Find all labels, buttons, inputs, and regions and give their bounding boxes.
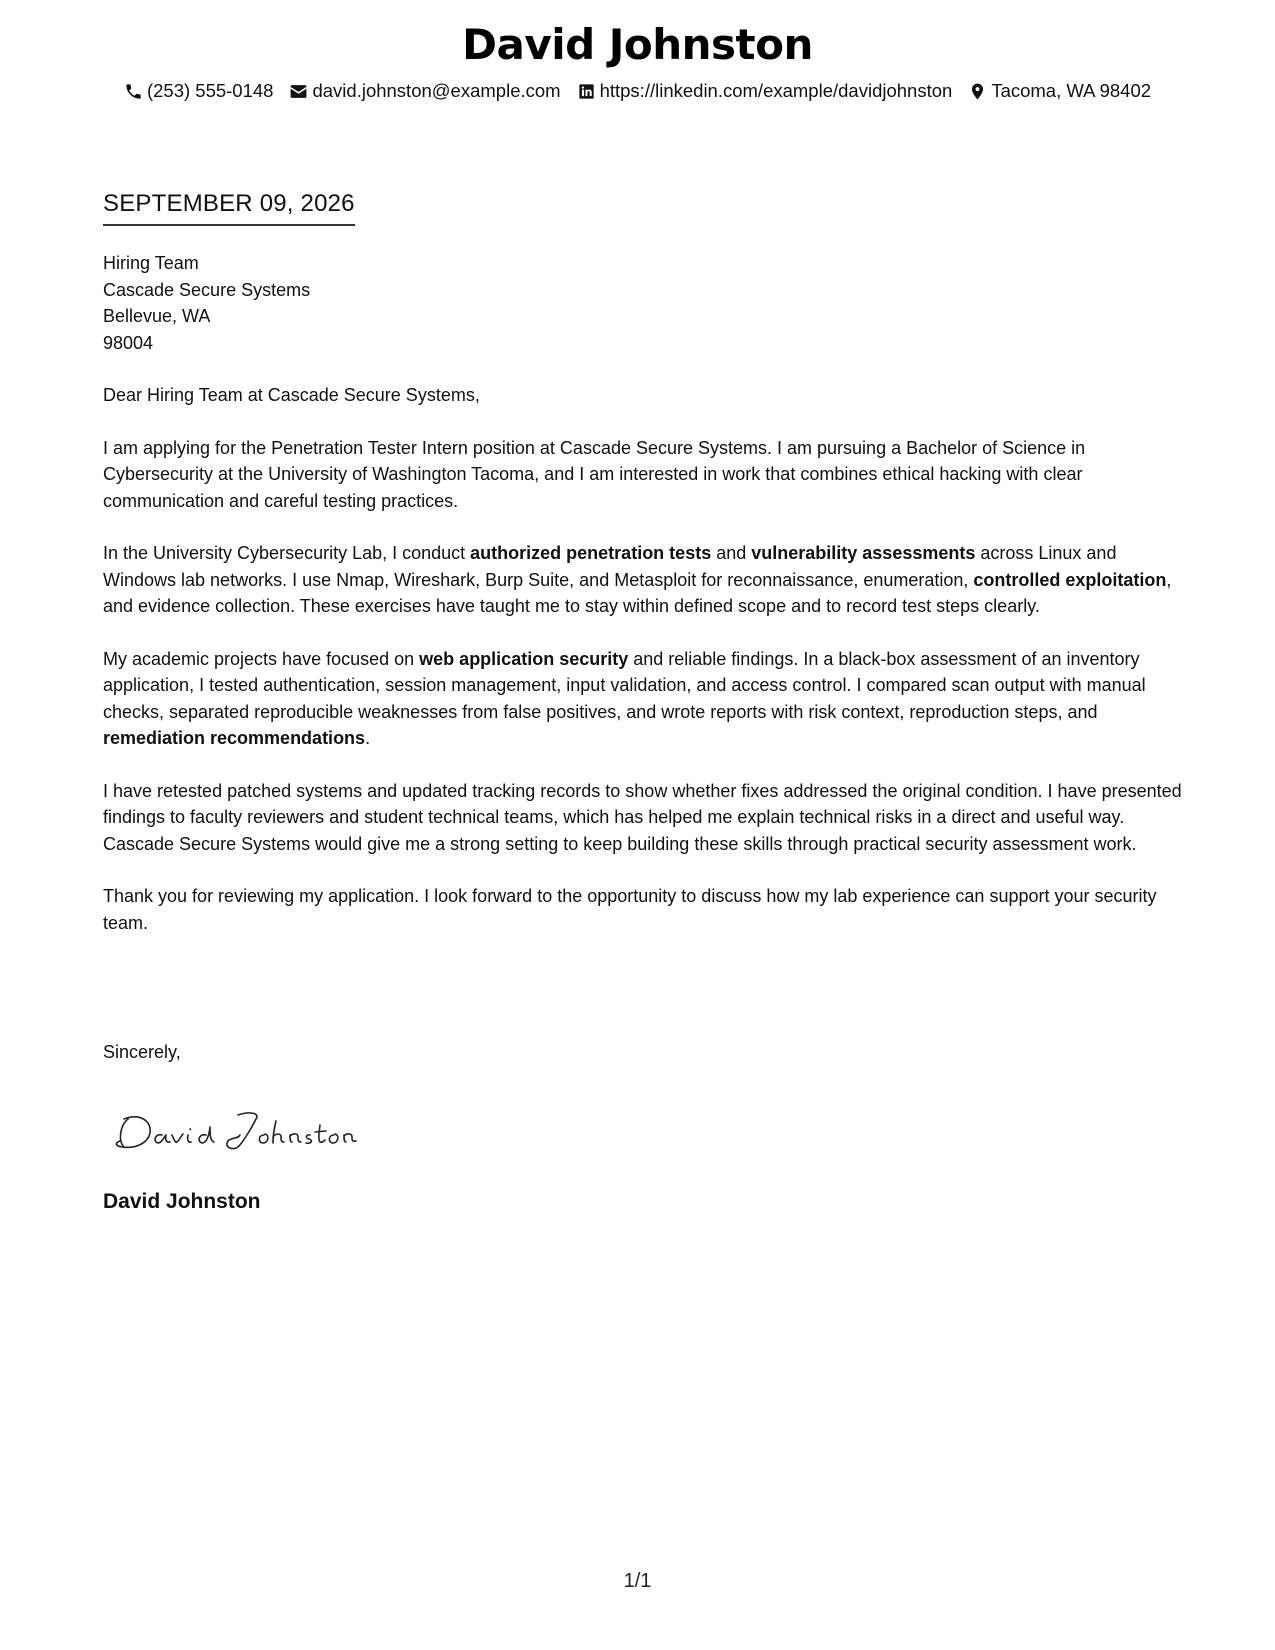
linkedin-icon	[577, 82, 596, 101]
salutation: Dear Hiring Team at Cascade Secure Systems,	[103, 385, 480, 405]
recipient-line: Hiring Team	[103, 253, 199, 273]
letter-body	[103, 382, 1183, 962]
recipient-line: Bellevue, WA	[103, 306, 211, 326]
emphasis: remediation recommendations	[103, 728, 366, 748]
closing-line: Sincerely,	[103, 1042, 181, 1062]
recipient-line: 98004	[103, 332, 154, 353]
text-run: across Linux and Windows lab networks. I use Nmap, Wireshark, Burp Suite, and Metasploit for reconnaissance, enumeration,	[103, 543, 1117, 590]
recipient-line: Cascade Secure Systems	[103, 279, 311, 300]
linkedin-link[interactable]: https://linkedin.com/example/davidjohnston	[599, 80, 953, 101]
emphasis: authorized penetration tests	[470, 543, 712, 563]
page-number: 1/1	[623, 1570, 652, 1592]
phone-icon	[124, 82, 143, 101]
envelope-icon	[289, 82, 308, 101]
paragraph-projects	[103, 646, 1183, 752]
date-block	[103, 190, 355, 226]
text-run: My academic projects have focused on	[103, 648, 420, 669]
contact-location	[968, 80, 1151, 102]
contact-email[interactable]	[289, 80, 560, 102]
emphasis: controlled exploitation	[973, 569, 1167, 590]
email-link[interactable]: david.johnston@example.com	[312, 80, 561, 101]
paragraph-intro: I am applying for the Penetration Tester Intern position at Cascade Secure Systems. I am pursuing a Bachelor of Science in Cybersecurity at the University of Washington Tacoma, and I am interested in work that combines ethical hacking with clear communication and careful testing practices.	[103, 437, 1086, 511]
text-run: and	[711, 543, 752, 563]
text-run: .	[365, 728, 371, 748]
location-text: Tacoma, WA 98402	[991, 80, 1152, 101]
paragraph-thanks: Thank you for reviewing my application. I look forward to the opportunity to discuss how my lab experience can support your security team.	[103, 886, 1157, 933]
handwritten-signature	[110, 1105, 360, 1155]
text-run: In the University Cybersecurity Lab, I conduct	[103, 543, 471, 563]
recipient-address	[103, 250, 310, 356]
text-run: , and evidence collection. These exercises have taught me to stay within defined scope and to record test steps clearly.	[103, 569, 1172, 616]
contact-phone	[124, 80, 274, 102]
applicant-name-heading: David Johnston	[462, 20, 813, 69]
contact-linkedin[interactable]	[577, 80, 953, 102]
paragraph-lab-experience	[103, 540, 1183, 620]
emphasis: vulnerability assessments	[751, 543, 976, 563]
phone-text: (253) 555-0148	[146, 80, 274, 101]
letter-date: SEPTEMBER 09, 2026	[103, 190, 355, 226]
paragraph-retesting: I have retested patched systems and updated tracking records to show whether fixes addressed the original condition. I have presented findings to faculty reviewers and student technical teams, which has helped me explain technical risks in a direct and useful way. Cascade Secure Systems would give me a strong setting to keep building these skills through practical security assessment work.	[103, 780, 1182, 854]
signed-name: David Johnston	[103, 1190, 261, 1213]
emphasis: web application security	[419, 648, 629, 669]
map-pin-icon	[968, 82, 987, 101]
text-run: and reliable findings. In a black-box assessment of an inventory application, I tested authentication, session management, input validation, and access control. I compared scan output with manual checks, separated reproducible weaknesses from false positives, and wrote reports with risk context, reproduction steps, and	[103, 648, 1146, 722]
contact-bar	[0, 80, 1275, 102]
